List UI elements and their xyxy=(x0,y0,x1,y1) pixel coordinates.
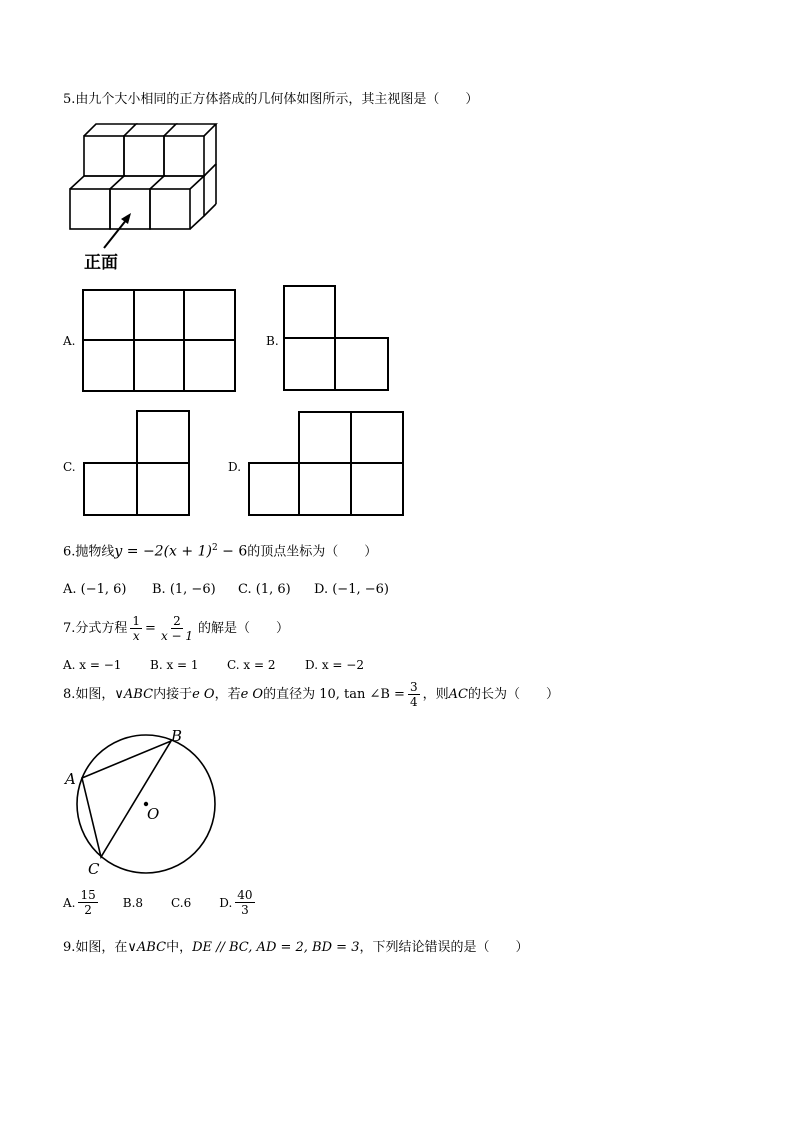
q8-option-d-fraction xyxy=(235,888,254,917)
q8-mid2: ，若 xyxy=(214,686,241,702)
q8-mid1: 内接于 xyxy=(153,686,193,702)
q7-option-d: D. x = −2 xyxy=(305,658,364,672)
center-o-label: O xyxy=(147,805,160,823)
q6-option-b: B. (1, −6) xyxy=(152,582,216,597)
option-d-label: D. xyxy=(228,460,242,474)
q9-suffix: ，下列结论错误的是（ ） xyxy=(359,940,529,955)
q8-frac-denominator: 4 xyxy=(409,695,418,709)
q8-option-d-denominator: 3 xyxy=(241,903,249,917)
q6-option-d: D. (−1, −6) xyxy=(314,582,389,597)
q6-suffix: 的顶点坐标为（ ） xyxy=(247,544,378,560)
q8-option-a-numerator: 15 xyxy=(80,888,96,902)
q8-option-a-denominator: 2 xyxy=(84,903,92,917)
q8-triangle: ∨ABC xyxy=(114,686,154,702)
front-label: 正面 xyxy=(84,253,118,273)
q7-option-a: A. x = −1 xyxy=(63,658,122,672)
q6-prefix: 6.抛物线 xyxy=(63,544,115,560)
q8-option-b: B.8 xyxy=(122,895,144,910)
q7-suffix: 的解是（ ） xyxy=(198,620,290,636)
q8-mid3: 的直径为 10, tan ∠B = xyxy=(263,686,405,702)
q8-option-d-prefix: D. xyxy=(219,895,233,910)
option-a-label: A. xyxy=(63,334,76,348)
q7-rhs-denominator: x − 1 xyxy=(160,629,194,643)
q8-mid4: ，则 xyxy=(422,686,449,702)
q9-prefix: 9.如图，在 xyxy=(63,940,128,955)
point-c-label: C xyxy=(88,860,100,878)
q9-condition: DE // BC, AD = 2, BD = 3 xyxy=(192,940,360,955)
q7-prefix: 7.分式方程 xyxy=(63,620,128,636)
q8-prefix: 8.如图， xyxy=(63,686,115,702)
q7-rhs-numerator: 2 xyxy=(173,614,181,628)
q8-options xyxy=(63,888,258,917)
q6-option-a: A. (−1, 6) xyxy=(63,582,127,597)
q9-triangle: ∨ABC xyxy=(127,940,167,955)
q8-option-a-fraction xyxy=(78,888,97,917)
q7-option-b: B. x = 1 xyxy=(150,658,199,672)
option-c-label: C. xyxy=(63,460,76,474)
q8-option-a-prefix: A. xyxy=(63,895,76,910)
question-5-text: 5.由九个大小相同的正方体搭成的几何体如图所示，其主视图是（ ） xyxy=(63,92,479,107)
q7-lhs-denominator: x xyxy=(132,629,140,643)
q8-option-d-numerator: 40 xyxy=(237,888,253,902)
q8-suffix: 的长为（ ） xyxy=(467,686,559,702)
q7-equals: = xyxy=(145,620,156,636)
q6-option-c: C. (1, 6) xyxy=(238,582,291,597)
q6-tail: − 6 xyxy=(217,543,248,560)
q6-equation: y = −2(x + 1) xyxy=(114,543,212,560)
q9-mid: 中， xyxy=(166,940,193,955)
q8-option-c: C.6 xyxy=(171,895,192,910)
q6-exponent: 2 xyxy=(211,543,218,553)
q8-segment: AC xyxy=(448,686,468,702)
q8-circle: e O xyxy=(192,686,215,702)
option-b-label: B. xyxy=(266,334,279,348)
q8-frac-numerator: 3 xyxy=(409,680,418,694)
question-9-text xyxy=(63,940,528,956)
point-a-label: A xyxy=(65,770,76,788)
q7-option-c: C. x = 2 xyxy=(227,658,276,672)
q8-circle-2: e O xyxy=(240,686,264,702)
point-b-label: B xyxy=(171,727,183,745)
q7-lhs-numerator: 1 xyxy=(132,614,141,628)
